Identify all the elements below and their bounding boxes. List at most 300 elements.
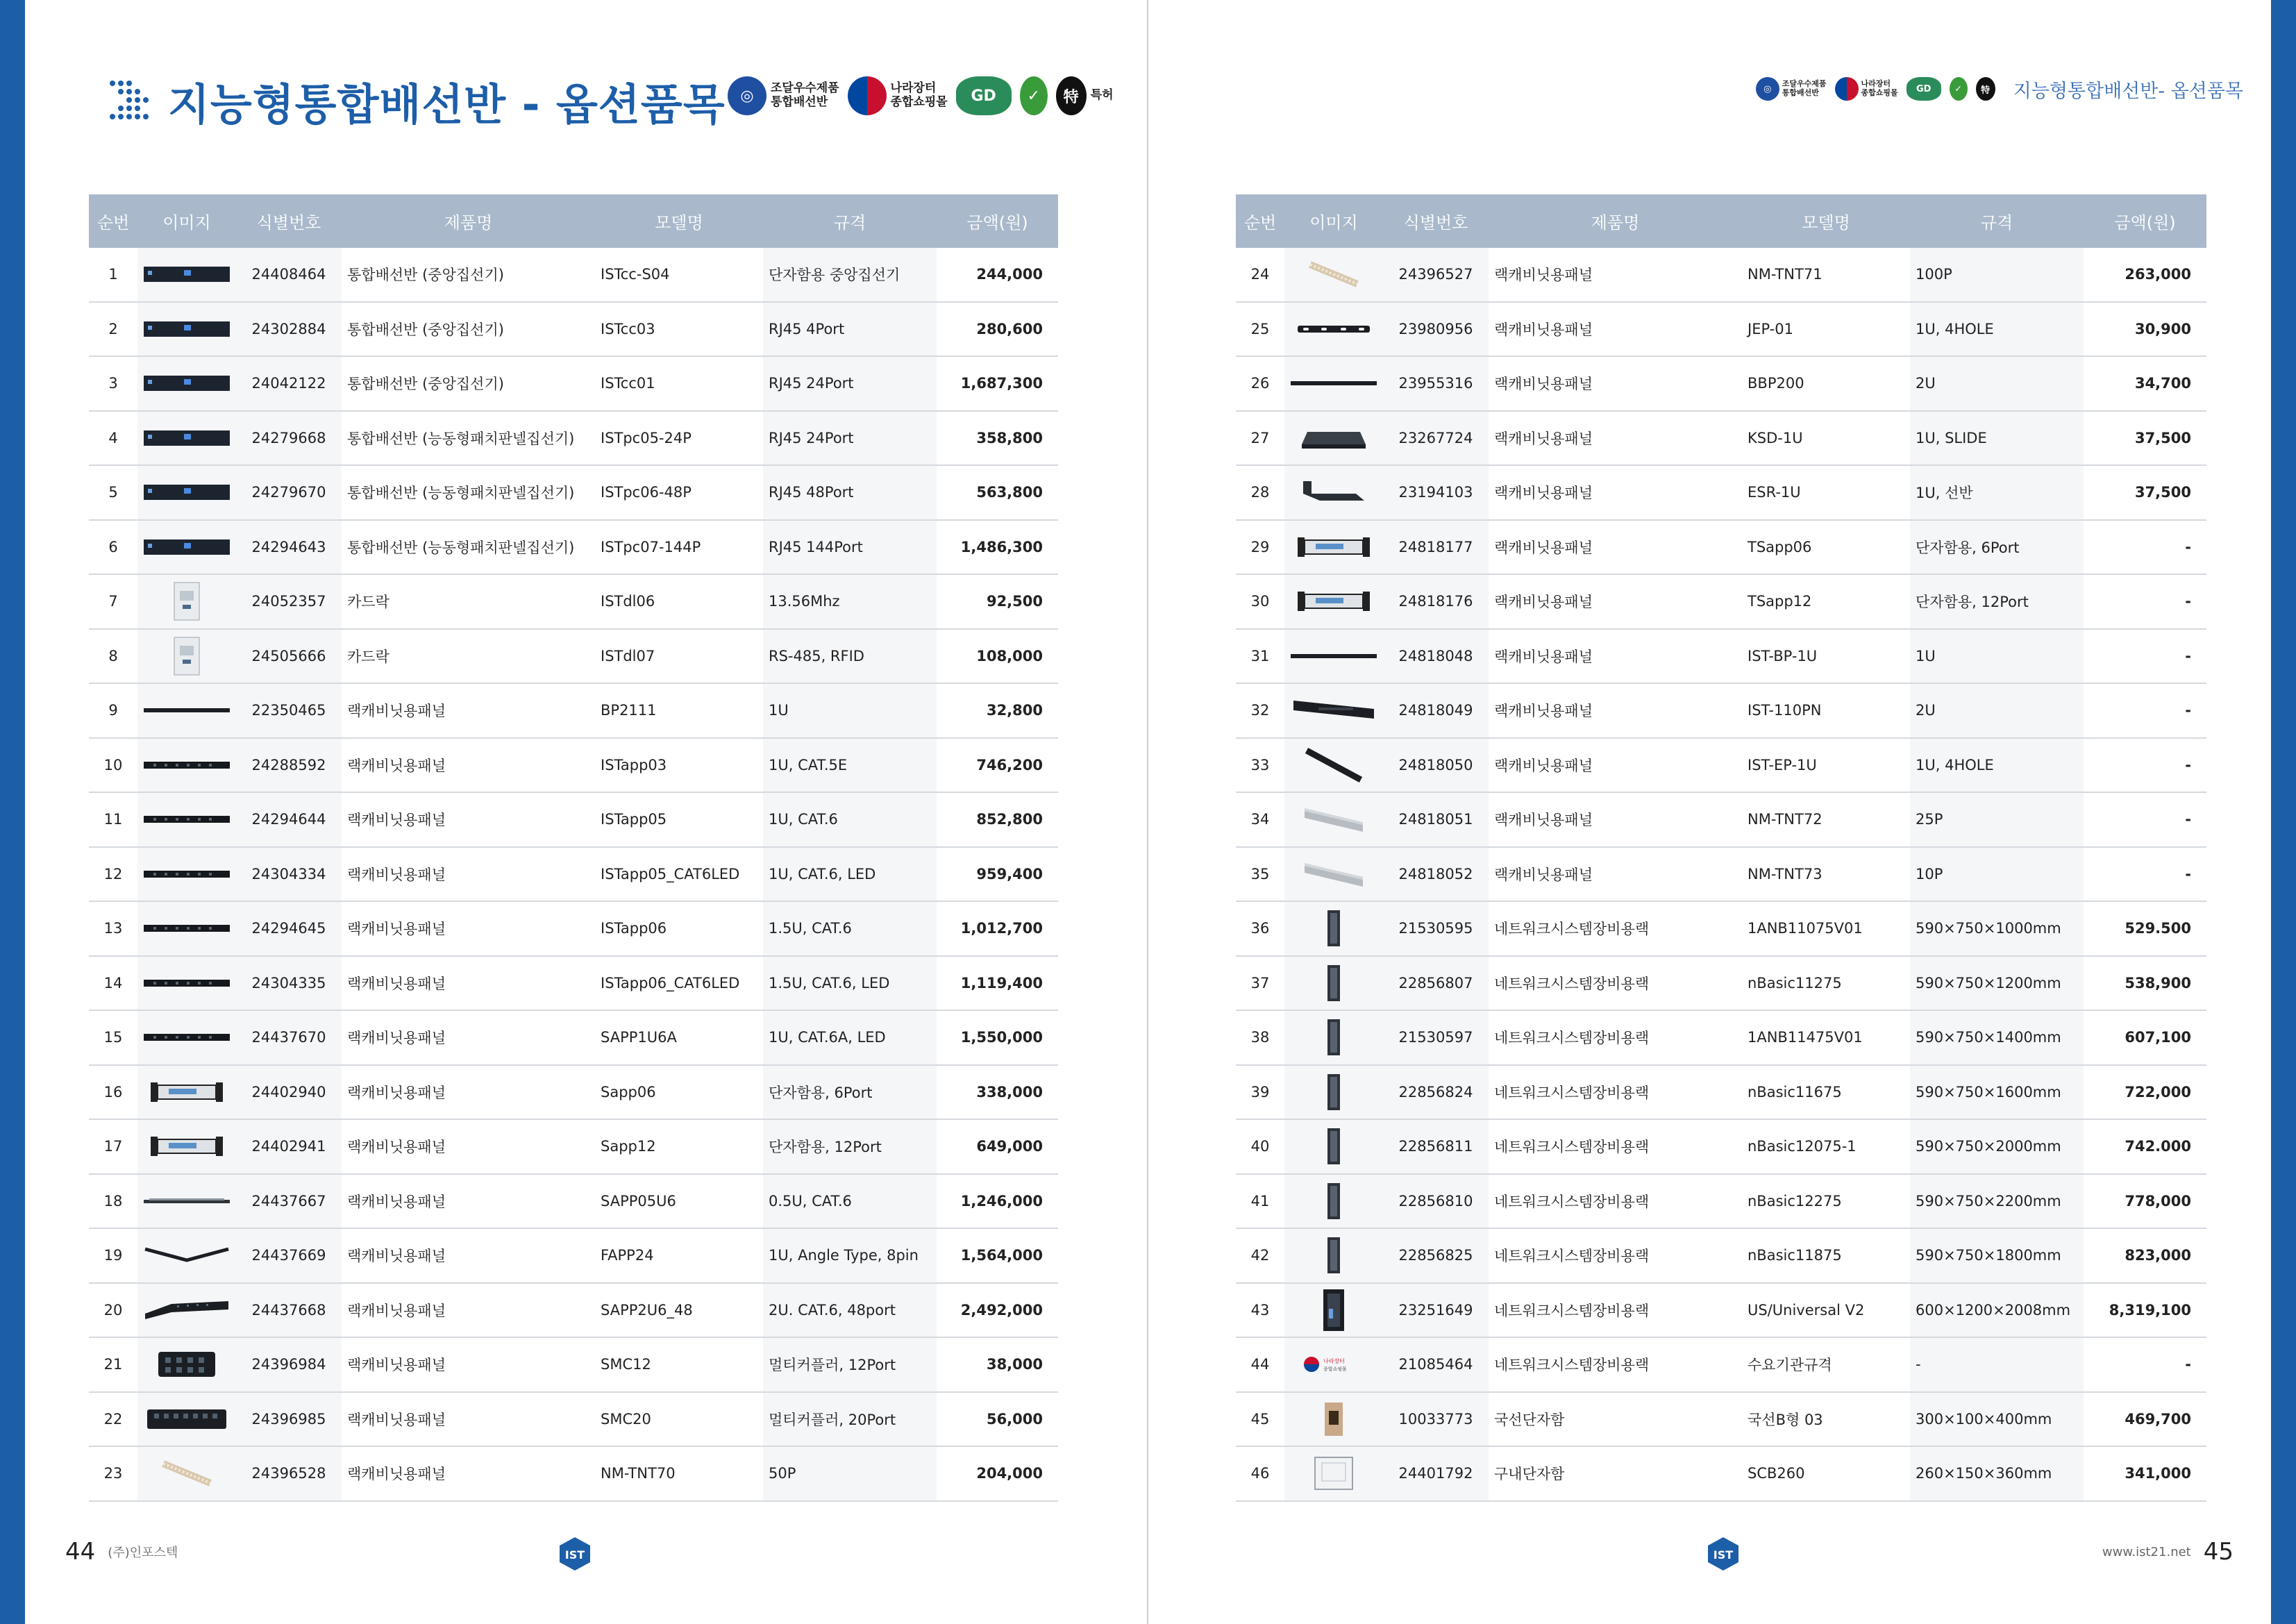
model-name: BP2111 <box>595 683 763 738</box>
product-image-patch-panel-icon <box>137 1010 236 1065</box>
product-image-card-reader-icon <box>137 574 236 629</box>
row-number: 9 <box>89 683 137 738</box>
header-image: 이미지 <box>137 194 236 248</box>
product-image-shelf-icon <box>1284 465 1383 520</box>
model-name: TSapp12 <box>1742 574 1910 629</box>
product-id: 24437668 <box>236 1283 342 1338</box>
product-price: - <box>2084 847 2206 902</box>
table-row <box>89 847 1058 902</box>
product-id: 22350465 <box>236 683 342 738</box>
product-id: 23267724 <box>1383 411 1489 466</box>
row-number: 16 <box>89 1065 137 1120</box>
product-name: 통합배선반 (능동형패치판넬집선기) <box>342 411 595 466</box>
model-name: ISTpc06-48P <box>595 465 763 520</box>
table-row <box>1236 1337 2206 1392</box>
product-spec: 1U <box>1910 629 2084 684</box>
product-id: 24396984 <box>236 1337 342 1392</box>
header-price: 금액(원) <box>2084 194 2206 248</box>
product-spec: 단자함용, 6Port <box>763 1065 937 1120</box>
arrow-dots-icon <box>108 79 151 122</box>
product-id: 24279668 <box>236 411 342 466</box>
product-price: 1,687,300 <box>937 356 1058 411</box>
product-name: 랙캐비닛용패널 <box>1489 847 1742 902</box>
product-id: 24304334 <box>236 847 342 902</box>
product-name: 네트워크시스템장비용랙 <box>1489 1065 1742 1120</box>
model-name: ISTapp05_CAT6LED <box>595 847 763 902</box>
product-price: - <box>2084 629 2206 684</box>
right-page-title: 지능형통합배선반- 옵션품목 <box>2013 80 2243 102</box>
product-name: 랙캐비닛용패널 <box>1489 629 1742 684</box>
product-image-grey-block-icon <box>1284 792 1383 847</box>
product-image-wall-box-icon <box>1284 1392 1383 1447</box>
product-image-patch-panel-icon <box>137 901 236 956</box>
product-id: 24437670 <box>236 1010 342 1065</box>
product-image-krone-block-icon <box>137 1446 236 1501</box>
model-name: ISTpc05-24P <box>595 411 763 466</box>
table-row <box>1236 956 2206 1011</box>
product-name: 구내단자함 <box>1489 1446 1742 1501</box>
product-spec: 600×1200×2008mm <box>1910 1283 2084 1338</box>
table-row <box>1236 738 2206 793</box>
certification-badge <box>1020 76 1048 115</box>
table-row <box>1236 1174 2206 1229</box>
procurement-seal-icon: ◎ <box>1756 77 1779 101</box>
product-price: 722,000 <box>2084 1065 2206 1120</box>
model-name: KSD-1U <box>1742 411 1910 466</box>
product-image-panel-dark-icon <box>137 356 236 411</box>
product-id: 24437667 <box>236 1174 342 1229</box>
patent-badge-label: 특허 <box>1090 88 1114 103</box>
product-image-bracket-panel-icon <box>1284 520 1383 575</box>
product-image-bracket-panel-icon <box>137 1065 236 1120</box>
header-price: 금액(원) <box>937 194 1058 248</box>
table-row <box>89 520 1058 575</box>
certification-badge-small <box>1950 77 1968 101</box>
product-price: 56,000 <box>937 1392 1058 1447</box>
product-id: 24042122 <box>236 356 342 411</box>
product-image-thin-bar-icon <box>1284 629 1383 684</box>
product-spec: RJ45 144Port <box>763 520 937 575</box>
table-row <box>89 356 1058 411</box>
model-name: 1ANB11075V01 <box>1742 901 1910 956</box>
product-image-grey-block-icon <box>1284 847 1383 902</box>
model-name: US/Universal V2 <box>1742 1283 1910 1338</box>
table-row <box>1236 1065 2206 1120</box>
product-name: 랙캐비닛용패널 <box>342 1337 595 1392</box>
product-image-panel-dark-icon <box>137 411 236 466</box>
model-name: ISTapp06 <box>595 901 763 956</box>
product-id: 24818049 <box>1383 683 1489 738</box>
product-spec: RJ45 4Port <box>763 302 937 357</box>
product-name: 네트워크시스템장비용랙 <box>1489 1010 1742 1065</box>
product-id: 24408464 <box>236 248 342 302</box>
row-number: 5 <box>89 465 137 520</box>
product-spec: 590×750×1600mm <box>1910 1065 2084 1120</box>
product-image-thin-bar-icon <box>137 683 236 738</box>
product-image-diag-bar-icon <box>1284 738 1383 793</box>
product-image-angle-panel2-icon <box>137 1283 236 1338</box>
product-price: 1,564,000 <box>937 1228 1058 1283</box>
product-id: 24818048 <box>1383 629 1489 684</box>
product-spec: 590×750×2000mm <box>1910 1119 2084 1174</box>
product-spec: RS-485, RFID <box>763 629 937 684</box>
product-name: 네트워크시스템장비용랙 <box>1489 1228 1742 1283</box>
product-price: - <box>2084 738 2206 793</box>
product-image-panel-dark-icon <box>137 520 236 575</box>
product-id: 24304335 <box>236 956 342 1011</box>
model-name: JEP-01 <box>1742 302 1910 357</box>
row-number: 45 <box>1236 1392 1284 1447</box>
patent-icon: 特 <box>1976 77 1995 101</box>
narajangteo-badge-small <box>1835 77 1898 101</box>
product-image-patch-panel-icon <box>137 956 236 1011</box>
row-number: 13 <box>89 901 137 956</box>
product-name: 통합배선반 (능동형패치판넬집선기) <box>342 520 595 575</box>
product-spec: 590×750×2200mm <box>1910 1174 2084 1229</box>
model-name: nBasic11875 <box>1742 1228 1910 1283</box>
product-name: 랙캐비닛용패널 <box>342 683 595 738</box>
product-id: 22856824 <box>1383 1065 1489 1120</box>
row-number: 2 <box>89 302 137 357</box>
product-price: 538,900 <box>2084 956 2206 1011</box>
options-table-right <box>1236 194 2206 1502</box>
header-no: 순번 <box>89 194 137 248</box>
header-no: 순번 <box>1236 194 1284 248</box>
right-title-block <box>1756 68 2243 110</box>
product-name: 랙캐비닛용패널 <box>342 1065 595 1120</box>
product-price: - <box>2084 574 2206 629</box>
narajangteo-icon <box>848 76 887 115</box>
product-image-bracket-panel-icon <box>1284 574 1383 629</box>
product-spec: 1U, 4HOLE <box>1910 302 2084 357</box>
product-id: 21085464 <box>1383 1337 1489 1392</box>
table-row <box>1236 520 2206 575</box>
table-row <box>1236 683 2206 738</box>
row-number: 43 <box>1236 1283 1284 1338</box>
product-name: 랙캐비닛용패널 <box>1489 302 1742 357</box>
product-image-patch-panel-icon <box>137 738 236 793</box>
product-id: 23955316 <box>1383 356 1489 411</box>
table-row <box>89 1228 1058 1283</box>
product-price: 607,100 <box>2084 1010 2206 1065</box>
model-name: NM-TNT70 <box>595 1446 763 1501</box>
header-product-name: 제품명 <box>342 194 595 248</box>
product-price: 742.000 <box>2084 1119 2206 1174</box>
product-price: 204,000 <box>937 1446 1058 1501</box>
table-row <box>89 1174 1058 1229</box>
product-spec: 1U, Angle Type, 8pin <box>763 1228 937 1283</box>
company-name: (주)인포스텍 <box>108 1546 178 1560</box>
svg-text:IST: IST <box>1713 1548 1734 1562</box>
patent-badge <box>1056 76 1114 115</box>
product-name: 네트워크시스템장비용랙 <box>1489 1174 1742 1229</box>
product-price: 38,000 <box>937 1337 1058 1392</box>
narajangteo-icon <box>1835 77 1859 101</box>
table-row <box>89 629 1058 684</box>
row-number: 23 <box>89 1446 137 1501</box>
model-name: IST-110PN <box>1742 683 1910 738</box>
product-spec: 590×750×1800mm <box>1910 1228 2084 1283</box>
product-price: 823,000 <box>2084 1228 2206 1283</box>
product-id: 24818177 <box>1383 520 1489 575</box>
product-id: 22856807 <box>1383 956 1489 1011</box>
model-name: ISTapp05 <box>595 792 763 847</box>
row-number: 15 <box>89 1010 137 1065</box>
product-id: 23980956 <box>1383 302 1489 357</box>
narajangteo-badge-small-label: 나라장터 종합쇼핑몰 <box>1861 79 1898 97</box>
product-name: 네트워크시스템장비용랙 <box>1489 956 1742 1011</box>
table-row <box>1236 1446 2206 1501</box>
row-number: 37 <box>1236 956 1284 1011</box>
table-row <box>89 792 1058 847</box>
model-name: NM-TNT73 <box>1742 847 1910 902</box>
model-name: ISTcc-S04 <box>595 248 763 302</box>
product-id: 22856810 <box>1383 1174 1489 1229</box>
row-number: 14 <box>89 956 137 1011</box>
product-id: 24396527 <box>1383 248 1489 302</box>
model-name: 국선B형 03 <box>1742 1392 1910 1447</box>
product-name: 랙캐비닛용패널 <box>1489 356 1742 411</box>
product-id: 22856811 <box>1383 1119 1489 1174</box>
model-name: FAPP24 <box>595 1228 763 1283</box>
good-design-icon: GD <box>956 76 1012 115</box>
product-id: 24302884 <box>236 302 342 357</box>
table-row <box>1236 356 2206 411</box>
product-name: 랙캐비닛용패널 <box>342 901 595 956</box>
header-image: 이미지 <box>1284 194 1383 248</box>
good-design-badge <box>956 76 1012 115</box>
model-name: ISTapp03 <box>595 738 763 793</box>
product-price: 37,500 <box>2084 411 2206 466</box>
procurement-badge-label: 조달우수제품 통합배선반 <box>771 81 839 109</box>
table-row <box>89 302 1058 357</box>
table-row <box>1236 629 2206 684</box>
product-spec: 50P <box>763 1446 937 1501</box>
product-spec: RJ45 24Port <box>763 356 937 411</box>
table-row <box>1236 574 2206 629</box>
product-image-rack-icon <box>1284 1228 1383 1283</box>
right-footer <box>2102 1534 2234 1569</box>
narajangteo-badge-label: 나라장터 종합쇼핑몰 <box>890 81 948 109</box>
row-number: 1 <box>89 248 137 302</box>
model-name: Sapp12 <box>595 1119 763 1174</box>
model-name: nBasic12075-1 <box>1742 1119 1910 1174</box>
row-number: 27 <box>1236 411 1284 466</box>
product-image-rack-open-icon <box>1284 1283 1383 1338</box>
product-price: 469,700 <box>2084 1392 2206 1447</box>
product-name: 랙캐비닛용패널 <box>342 738 595 793</box>
product-spec: RJ45 24Port <box>763 411 937 466</box>
product-name: 카드락 <box>342 629 595 684</box>
product-name: 네트워크시스템장비용랙 <box>1489 1119 1742 1174</box>
page-number-right: 45 <box>2203 1538 2234 1566</box>
product-spec: 2U. CAT.6, 48port <box>763 1283 937 1338</box>
header-product-name: 제품명 <box>1489 194 1742 248</box>
page-title-block <box>108 69 726 132</box>
product-spec: 1U, 4HOLE <box>1910 738 2084 793</box>
product-image-rack-icon <box>1284 1010 1383 1065</box>
header-spec: 규격 <box>763 194 937 248</box>
row-number: 32 <box>1236 683 1284 738</box>
product-price: 1,550,000 <box>937 1010 1058 1065</box>
certification-badges-small <box>1756 77 2004 101</box>
product-id: 21530597 <box>1383 1010 1489 1065</box>
model-name: SAPP1U6A <box>595 1010 763 1065</box>
product-name: 랙캐비닛용패널 <box>342 1174 595 1229</box>
row-number: 41 <box>1236 1174 1284 1229</box>
product-image-inner-box-icon <box>1284 1446 1383 1501</box>
row-number: 38 <box>1236 1010 1284 1065</box>
table-row <box>1236 1228 2206 1283</box>
row-number: 30 <box>1236 574 1284 629</box>
header-model: 모델명 <box>1742 194 1910 248</box>
product-spec: 2U <box>1910 356 2084 411</box>
model-name: SMC12 <box>595 1337 763 1392</box>
product-name: 랙캐비닛용패널 <box>342 1119 595 1174</box>
row-number: 25 <box>1236 302 1284 357</box>
product-id: 23251649 <box>1383 1283 1489 1338</box>
row-number: 18 <box>89 1174 137 1229</box>
product-price: 34,700 <box>2084 356 2206 411</box>
table-row <box>1236 411 2206 466</box>
product-id: 24294645 <box>236 901 342 956</box>
product-name: 랙캐비닛용패널 <box>342 1283 595 1338</box>
product-name: 랙캐비닛용패널 <box>1489 520 1742 575</box>
table-row <box>1236 465 2206 520</box>
product-price: 37,500 <box>2084 465 2206 520</box>
product-name: 랙캐비닛용패널 <box>342 847 595 902</box>
product-price: - <box>2084 683 2206 738</box>
table-row <box>89 1337 1058 1392</box>
product-spec: RJ45 48Port <box>763 465 937 520</box>
product-id: 24279670 <box>236 465 342 520</box>
product-id: 24505666 <box>236 629 342 684</box>
product-name: 네트워크시스템장비용랙 <box>1489 1337 1742 1392</box>
product-name: 네트워크시스템장비용랙 <box>1489 901 1742 956</box>
product-name: 랙캐비닛용패널 <box>1489 411 1742 466</box>
product-price: - <box>2084 520 2206 575</box>
product-image-rack-icon <box>1284 901 1383 956</box>
table-row <box>89 1283 1058 1338</box>
product-image-panel-dark-icon <box>137 465 236 520</box>
model-name: ISTapp06_CAT6LED <box>595 956 763 1011</box>
product-name: 랙캐비닛용패널 <box>1489 683 1742 738</box>
row-number: 4 <box>89 411 137 466</box>
product-id: 24818050 <box>1383 738 1489 793</box>
product-price: 32,800 <box>937 683 1058 738</box>
procurement-seal-icon: ◎ <box>728 76 766 115</box>
table-row <box>1236 1283 2206 1338</box>
product-spec: 100P <box>1910 248 2084 302</box>
table-row <box>89 1010 1058 1065</box>
product-price: 959,400 <box>937 847 1058 902</box>
product-name: 국선단자함 <box>1489 1392 1742 1447</box>
table-row <box>89 1065 1058 1120</box>
product-id: 23194103 <box>1383 465 1489 520</box>
product-image-shelf-slide-icon <box>1284 411 1383 466</box>
product-price: 8,319,100 <box>2084 1283 2206 1338</box>
header-id: 식별번호 <box>236 194 342 248</box>
model-name: ISTdl07 <box>595 629 763 684</box>
model-name: ESR-1U <box>1742 465 1910 520</box>
model-name: NM-TNT71 <box>1742 248 1910 302</box>
product-spec: 1U, CAT.5E <box>763 738 937 793</box>
row-number: 19 <box>89 1228 137 1283</box>
product-image-patch-panel-icon <box>137 847 236 902</box>
product-price: 358,800 <box>937 411 1058 466</box>
product-spec: 590×750×1200mm <box>1910 956 2084 1011</box>
product-spec: 단자함용, 12Port <box>763 1119 937 1174</box>
website-url: www.ist21.net <box>2102 1544 2191 1559</box>
model-name: nBasic12275 <box>1742 1174 1910 1229</box>
row-number: 42 <box>1236 1228 1284 1283</box>
certification-icon: ✓ <box>1020 76 1048 115</box>
table-row <box>1236 302 2206 357</box>
page-title: 지능형통합배선반 - 옵션품목 <box>168 78 726 130</box>
model-name: ISTcc01 <box>595 356 763 411</box>
product-image-multi-coupler-icon <box>137 1337 236 1392</box>
header-spec: 규격 <box>1910 194 2084 248</box>
procurement-badge-small-label: 조달우수제품 통합배선반 <box>1782 79 1827 97</box>
product-name: 랙캐비닛용패널 <box>1489 792 1742 847</box>
row-number: 22 <box>89 1392 137 1447</box>
product-spec: 260×150×360mm <box>1910 1446 2084 1501</box>
product-image-panel-dark-icon <box>137 248 236 302</box>
product-price: 746,200 <box>937 738 1058 793</box>
product-name: 통합배선반 (중앙집선기) <box>342 302 595 357</box>
model-name: ISTcc03 <box>595 302 763 357</box>
product-name: 통합배선반 (중앙집선기) <box>342 248 595 302</box>
product-name: 랙캐비닛용패널 <box>1489 248 1742 302</box>
product-price: 338,000 <box>937 1065 1058 1120</box>
product-id: 24052357 <box>236 574 342 629</box>
row-number: 36 <box>1236 901 1284 956</box>
table-row <box>89 1446 1058 1501</box>
product-spec: 13.56Mhz <box>763 574 937 629</box>
left-edge-band <box>0 0 25 1624</box>
product-id: 24294644 <box>236 792 342 847</box>
product-image-narajangteo-logo-icon <box>1284 1337 1383 1392</box>
product-id: 24402940 <box>236 1065 342 1120</box>
table-row <box>1236 248 2206 302</box>
model-name: nBasic11675 <box>1742 1065 1910 1120</box>
row-number: 6 <box>89 520 137 575</box>
table-row <box>89 1392 1058 1447</box>
product-image-rack-icon <box>1284 956 1383 1011</box>
row-number: 21 <box>89 1337 137 1392</box>
product-image-krone-block-icon <box>1284 248 1383 302</box>
table-row <box>1236 847 2206 902</box>
row-number: 24 <box>1236 248 1284 302</box>
product-price: 1,246,000 <box>937 1174 1058 1229</box>
product-name: 랙캐비닛용패널 <box>1489 465 1742 520</box>
product-price: - <box>2084 792 2206 847</box>
product-image-rack-icon <box>1284 1119 1383 1174</box>
product-id: 24437669 <box>236 1228 342 1283</box>
patent-icon: 特 <box>1056 76 1087 115</box>
product-name: 랙캐비닛용패널 <box>342 1446 595 1501</box>
good-design-badge-small <box>1907 77 1941 101</box>
product-spec: 300×100×400mm <box>1910 1392 2084 1447</box>
product-spec: 0.5U, CAT.6 <box>763 1174 937 1229</box>
product-name: 랙캐비닛용패널 <box>342 1392 595 1447</box>
table-row <box>89 683 1058 738</box>
certification-badges <box>728 76 1122 115</box>
product-name: 카드락 <box>342 574 595 629</box>
table-row <box>89 738 1058 793</box>
table-row <box>1236 1010 2206 1065</box>
product-spec: 1U, SLIDE <box>1910 411 2084 466</box>
